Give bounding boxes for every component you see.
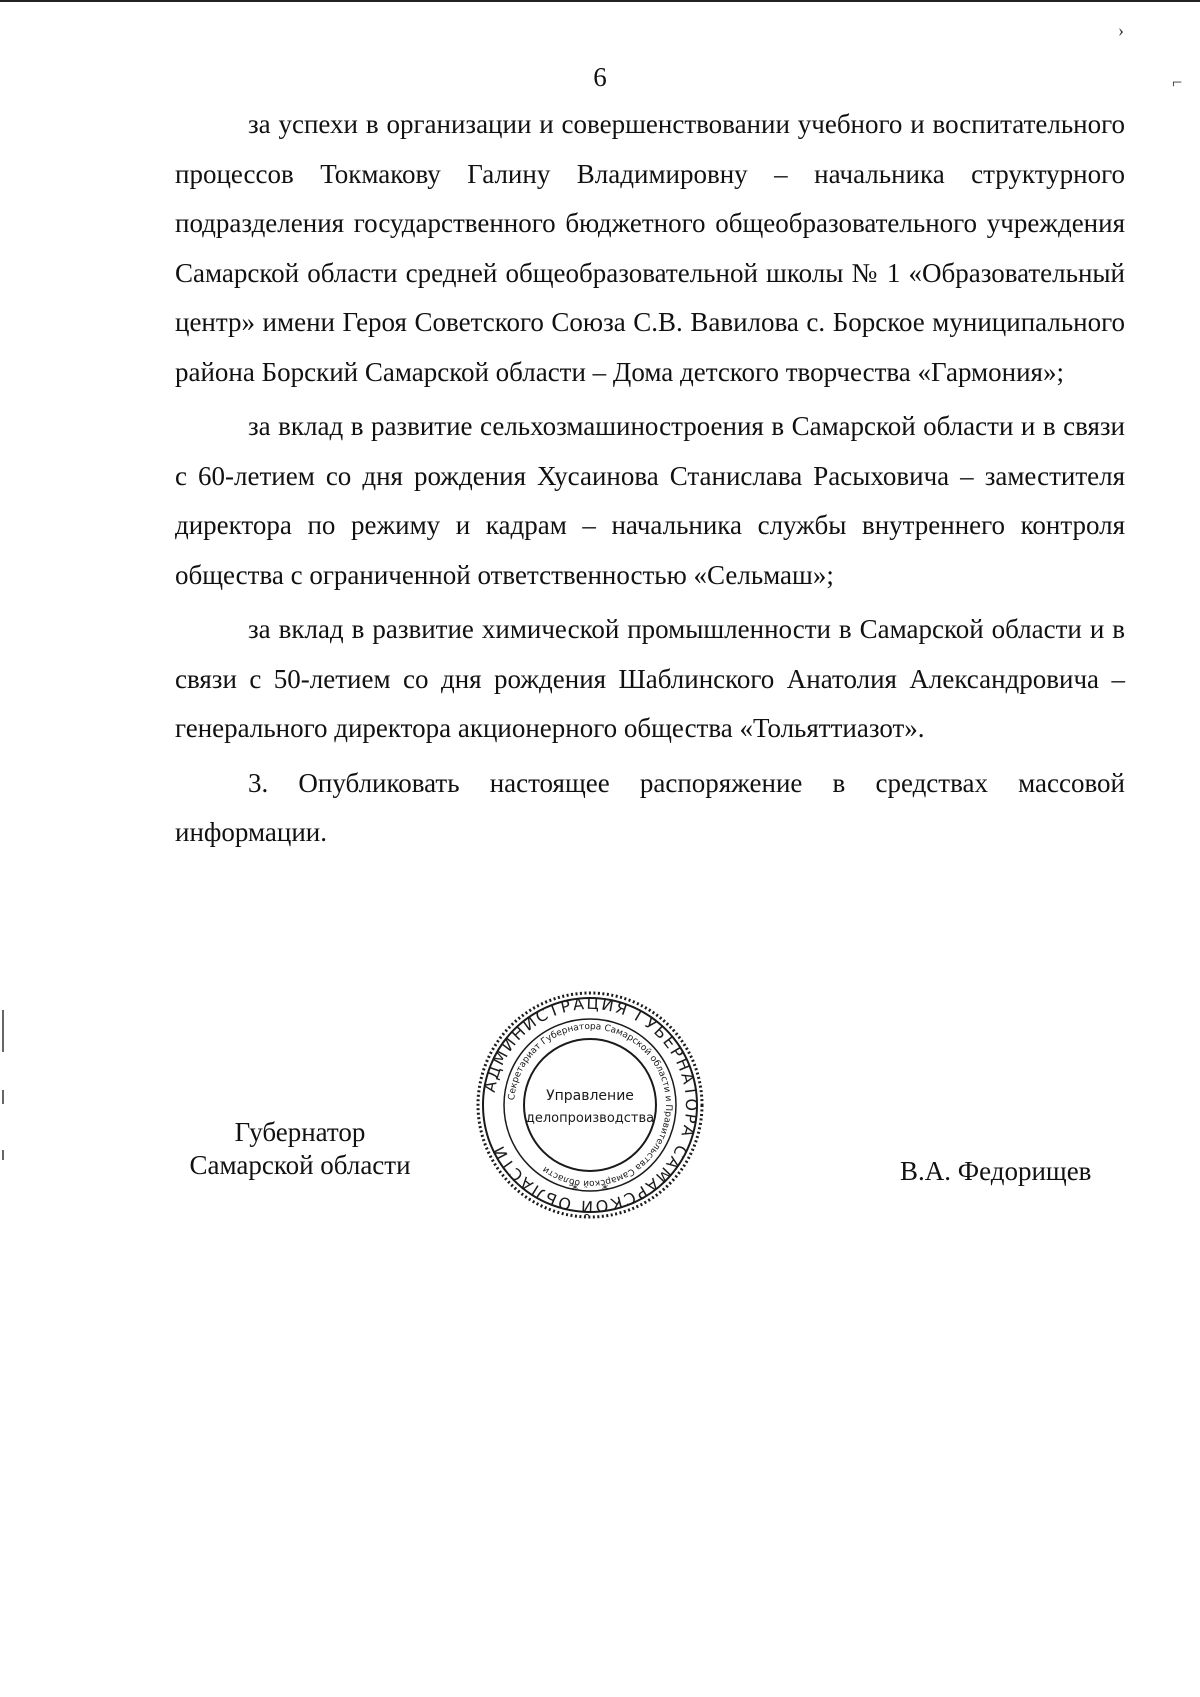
paragraph-award-khusainov: за вклад в развитие сельхозмашиностроения в Самарской области и в связи с 60-летием со дня рождения Хусаинова Станислава Расыховича – заместителя директора по режиму и кадрам – начальника службы внутреннего контроля общества с ограниченной ответственностью «Сельмаш»; — [175, 411, 1125, 590]
seal-center-line2: делопроизводства — [525, 1111, 655, 1126]
seal-inner-text: Секретариат Губернатора Самарской области и Правительства Самарской области — [507, 1021, 674, 1189]
page-number: 6 — [593, 62, 607, 92]
seal-star-icon: * — [571, 1183, 579, 1198]
signatory-title — [170, 1116, 430, 1182]
seal-star-icon: * — [601, 1183, 609, 1198]
paragraph-award-shablinsky: за вклад в развитие химической промышленности в Самарской области и в связи с 50-летием со дня рождения Шаблинского Анатолия Александровича – генерального директора акционерного общества «Тольяттиазот». — [175, 614, 1125, 743]
corner-mark-icon: › — [1118, 20, 1124, 40]
corner-mark-icon: ⌐ — [1172, 72, 1183, 92]
scan-edge-mark — [2, 1150, 4, 1160]
page-top-border — [0, 0, 1200, 2]
paragraph-publication-order: 3. Опубликовать настоящее распоряжение в средствах массовой информации. — [175, 767, 1125, 847]
official-seal — [475, 990, 705, 1220]
seal-outer-text: АДМИНИСТРАЦИЯ ГУБЕРНАТОРА САМАРСКОЙ ОБЛАСТИ — [479, 993, 702, 1217]
signatory-name: В.А. Федорищев — [900, 1156, 1092, 1186]
paragraph-award-tokmakova: за успехи в организации и совершенствовании учебного и воспитательного процессов Токмакову Галину Владимировну – начальника структурного подразделения государственного бюджетного общеобразовательного учреждения Самарской области средней общеобразовательной школы № 1 «Образовательный центр» имени Героя Советского Союза С.В. Вавилова с. Борское муниципального района Борский Самарской области – Дома детского творчества «Гармония»; — [175, 109, 1125, 387]
signatory-title-line1: Губернатор — [234, 1117, 366, 1147]
document-body — [175, 100, 1125, 858]
scan-edge-mark — [2, 1010, 4, 1052]
scan-edge-mark — [2, 1090, 4, 1104]
signatory-title-line2: Самарской области — [189, 1150, 411, 1180]
seal-center-line1: Управление — [546, 1088, 634, 1104]
